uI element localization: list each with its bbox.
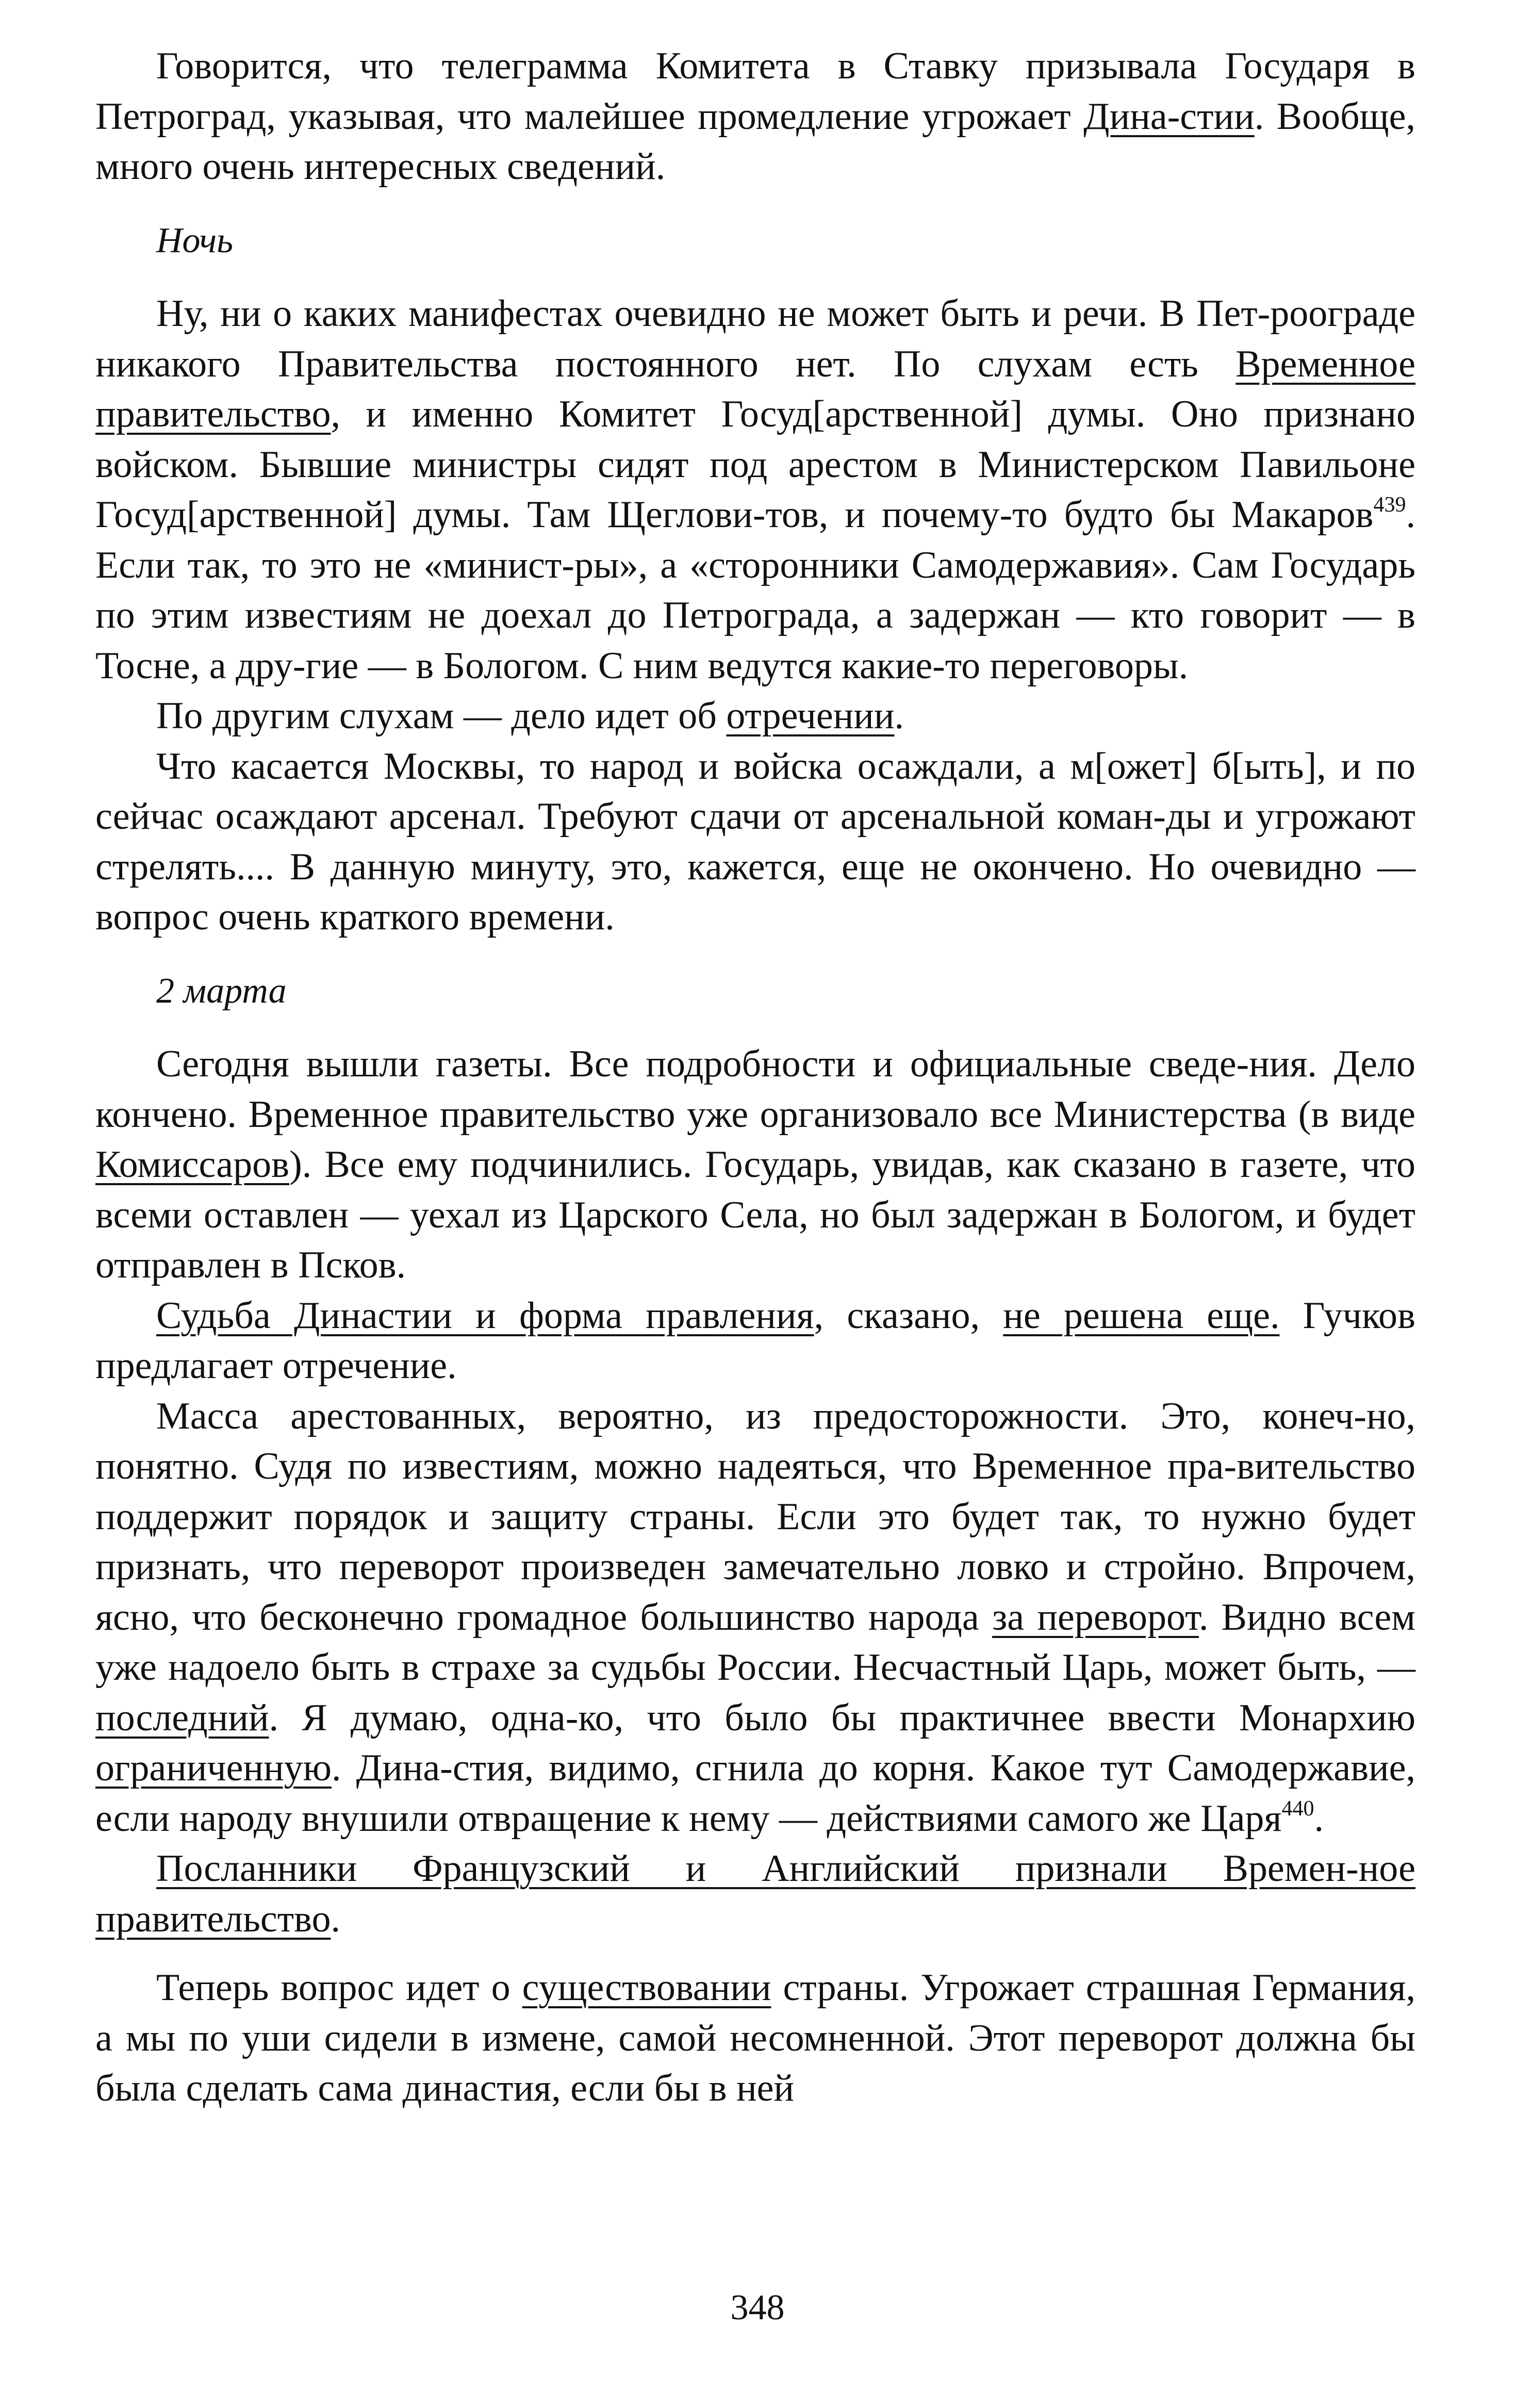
underlined-text: не решена еще. xyxy=(1003,1294,1280,1337)
paragraph-envoys xyxy=(95,1844,1415,1944)
underlined-text: Посланники Французский и Английский признали Времен-ное правительство xyxy=(95,1847,1415,1940)
underlined-text: стии xyxy=(1180,95,1255,138)
underlined-text: отречении xyxy=(726,695,895,737)
paragraph-telegram xyxy=(95,41,1415,192)
text-run: Сегодня вышли газеты. Все подробности и официальные сведе-ния. Дело кончено. Временное правительство уже организовало все Министерства (в виде xyxy=(95,1043,1415,1136)
footnote-ref-439: 439 xyxy=(1373,493,1406,517)
paragraph-existence xyxy=(95,1963,1415,2114)
text-run: . Если так, то это не «минист-ры», а «сторонники Самодержавия». Сам Государь по этим известиям не доехал до Петрограда, а задержан — кто говорит — в Тосне, а дру-гие — в Бологом. С ним ведутся какие-то переговоры. xyxy=(95,494,1415,687)
underlined-text: ограниченную xyxy=(95,1747,332,1789)
text-run: ). Все ему подчинились. Государь, увидав, как сказано в газете, что всеми оставлен — уехал из Царского Села, но был задержан в Бологом, и будет отправлен в Псков. xyxy=(95,1143,1415,1286)
underlined-text: существовании xyxy=(522,1967,771,2009)
text-run: страны. Угрожает страшная Германия, а мы по уши сидели в измене, самой несомненной. Этот переворот должна бы была сделать сама династия, если бы в ней xyxy=(95,1967,1415,2109)
page-body xyxy=(95,41,1415,2114)
page-number: 348 xyxy=(730,2288,785,2328)
text-run: . xyxy=(331,1897,340,1940)
text-run: . xyxy=(1314,1797,1324,1840)
text-run: , сказано, xyxy=(814,1294,1003,1337)
text-run: , и именно Комитет Госуд[арственной] думы. Оно признано войском. Бывшие министры сидят под арестом в Министерском Павильоне Госуд[арственной] думы. Там Щеглови-тов, и почему-то будто бы Макаров xyxy=(95,393,1415,536)
paragraph-moscow: Что касается Москвы, то народ и войска осаждали, а м[ожет] б[ыть], и по сейчас осаждают арсенал. Требуют сдачи от арсенальной коман-ды и угрожают стрелять.... В данную минуту, это, кажется, еще не окончено. Но очевидно — вопрос очень краткого времени. xyxy=(95,745,1415,938)
underlined-text: за переворот xyxy=(992,1596,1199,1639)
paragraph-dynasty-fate xyxy=(95,1291,1415,1391)
underlined-text: последний xyxy=(95,1696,269,1739)
paragraph-manifestos xyxy=(95,289,1415,691)
text-run: . Дина-стия, видимо, сгнила до корня. Какое тут Самодержавие, если народу внушили отвращение к нему — действиями самого же Царя xyxy=(95,1747,1415,1840)
footnote-ref-440: 440 xyxy=(1281,1796,1314,1821)
text-run: Масса арестованных, вероятно, из предосторожности. Это, конеч-но, понятно. Судя по известиям, можно надеяться, что Временное пра-вительство поддержит порядок и защиту страны. Если это будет так, то нужно будет признать, что переворот произведен замечательно ловко и стройно. Впрочем, ясно, что бесконечно громадное большинство народа xyxy=(95,1395,1415,1639)
text-run: Гучков предлагает отречение. xyxy=(95,1294,1415,1387)
paragraph-newspapers xyxy=(95,1039,1415,1291)
paragraph-abdication-rumors xyxy=(95,691,1415,742)
text-run: Ну, ни о каких манифестах очевидно не может быть и речи. В Пет-роограде никакого Правительства постоянного нет. По слухам есть xyxy=(95,292,1415,385)
underlined-text: Дина- xyxy=(1083,95,1180,138)
text-run: Теперь вопрос идет о xyxy=(156,1967,522,2009)
section-heading-march-2: 2 марта xyxy=(156,971,287,1011)
text-run: . Вообще, много очень интересных сведений. xyxy=(95,95,1415,188)
text-run: . Видно всем уже надоело быть в страхе за судьбы России. Несчастный Царь, может быть, — xyxy=(95,1596,1415,1689)
paragraph-arrests xyxy=(95,1391,1415,1844)
text-run: . xyxy=(894,695,904,737)
underlined-text: Комиссаров xyxy=(95,1143,290,1186)
text-run: Говорится, что телеграмма Комитета в Ставку призывала Государя в Петроград, указывая, что малейшее промедление угрожает xyxy=(95,45,1415,138)
underlined-text: Судьба Династии и форма правления xyxy=(156,1294,814,1337)
section-heading-night: Ночь xyxy=(156,220,233,260)
underlined-text: Временное правительство xyxy=(95,342,1415,435)
text-run: . Я думаю, одна-ко, что было бы практичнее ввести Монархию xyxy=(269,1696,1415,1739)
text-run: По другим слухам — дело идет об xyxy=(156,695,727,737)
